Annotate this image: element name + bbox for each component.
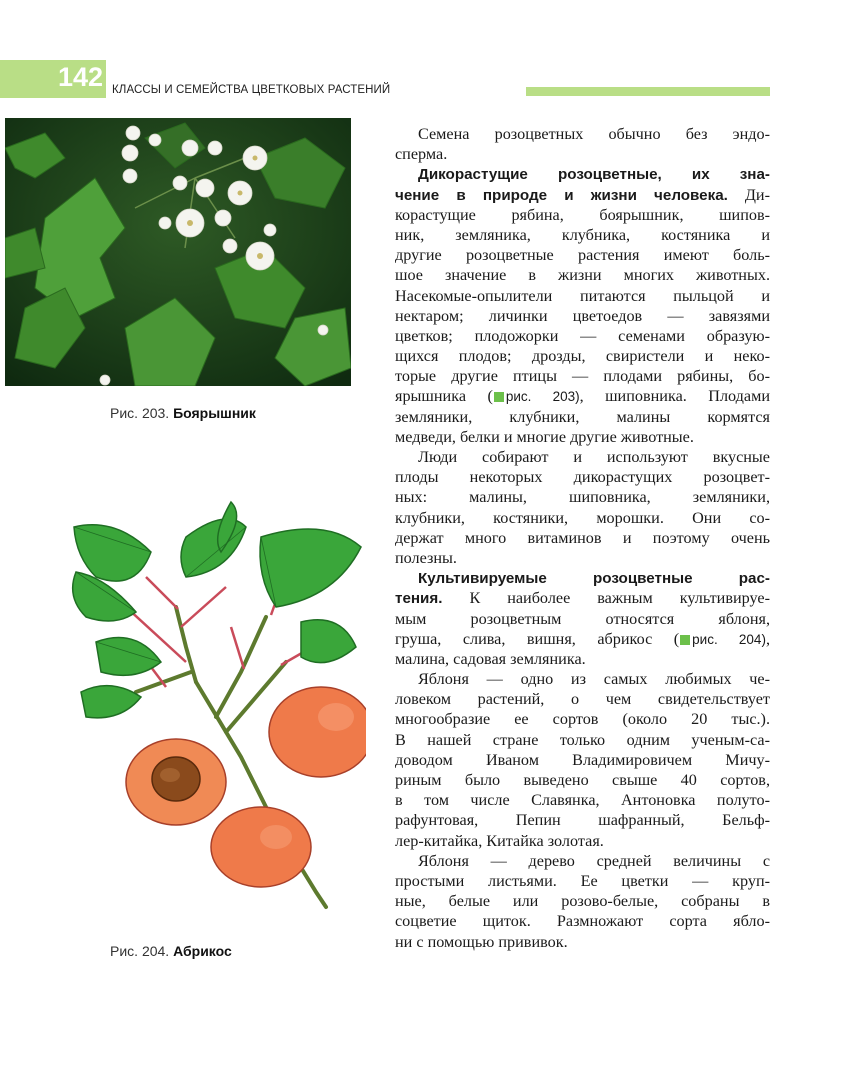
section-heading-line: [395, 568, 770, 588]
section-heading-line: [395, 588, 770, 608]
text-line: лер-китайка, Китайка золотая.: [395, 831, 604, 850]
text-line: нектаром; личинки цветоедов — завязями: [395, 306, 770, 325]
text-line: риным было выведено свыше 40 сортов,: [395, 771, 770, 789]
figure-ref-link[interactable]: рис. 203): [505, 389, 580, 405]
apricot-illustration: [66, 497, 366, 915]
caption-prefix: Рис. 203.: [110, 405, 170, 421]
text-line: Яблоня — одно из самых любимых че-: [418, 670, 770, 689]
text-line: ловеком растений, о чем свидетельствует: [395, 690, 770, 709]
text-line: корастущие рябина, боярышник, шипов-: [395, 205, 770, 224]
header-rule: [526, 87, 770, 96]
text-line: земляники, клубники, малины кормятся: [395, 407, 770, 426]
text-line: простыми листьями. Ее цветки — круп-: [395, 871, 770, 890]
text-line: торые другие птицы — плодами рябины, бо-: [395, 367, 770, 386]
text-line: доводом Иваном Владимировичем Мичу-: [395, 750, 770, 769]
text-line: плоды некоторых дикорастущих розоцвет-: [395, 468, 770, 487]
figure-204-caption: [110, 943, 232, 959]
text-line: многообразие ее сортов (около 20 тыс.).: [395, 710, 770, 729]
text-line-with-ref: [395, 386, 770, 406]
figure-ref-link[interactable]: рис. 204): [692, 631, 766, 647]
section-heading: Дикорастущие розоцветные, их зна-: [418, 166, 770, 184]
text-fragment: ярышника (: [395, 387, 493, 406]
text-line: Люди собирают и используют вкусные: [418, 448, 770, 466]
text-line: в том числе Славянка, Антоновка полуто-: [395, 791, 770, 810]
text-line: медведи, белки и многие другие животные.: [395, 427, 694, 446]
section-heading-line: [395, 164, 770, 184]
text-fragment: Ди-: [744, 185, 770, 204]
text-line: ник, земляника, клубника, костяника и: [395, 225, 770, 244]
text-line: Семена розоцветных обычно без эндо-: [418, 125, 770, 143]
section-heading: Культивируемые розоцветные рас-: [418, 570, 770, 588]
text-fragment: , шиповника. Плодами: [579, 387, 770, 406]
running-head: КЛАССЫ И СЕМЕЙСТВА ЦВЕТКОВЫХ РАСТЕНИЙ: [112, 84, 391, 96]
text-line: Яблоня — дерево средней величины с: [418, 851, 770, 870]
figure-ref-icon: [494, 392, 504, 402]
text-line: ни с помощью прививок.: [395, 932, 568, 951]
text-line: ных: малины, шиповника, земляники,: [395, 488, 770, 507]
section-heading: чение в природе и жизни человека.: [395, 186, 728, 204]
text-line: соцветие щиток. Размножают сорта ябло-: [395, 912, 770, 931]
body-text: [395, 124, 770, 952]
figure-ref-icon: [680, 635, 690, 645]
text-line: малина, садовая земляника.: [395, 649, 586, 668]
text-line: клубники, костяники, морошки. Они со-: [395, 508, 770, 527]
text-fragment: ,: [765, 629, 770, 648]
section-heading: тения.: [395, 590, 443, 608]
caption-prefix: Рис. 204.: [110, 943, 170, 959]
text-line: держат много витаминов и поэтому очень: [395, 528, 770, 547]
text-line: другие розоцветные растения имеют боль-: [395, 246, 770, 265]
text-line: мым розоцветным относятся яблоня,: [395, 609, 770, 628]
text-line: полезны.: [395, 548, 457, 567]
text-line: рафунтовая, Пепин шафранный, Бельф-: [395, 811, 770, 830]
text-fragment: груша, слива, вишня, абрикос (: [395, 629, 680, 648]
hawthorn-photo: [5, 118, 351, 386]
text-line: Насекомые-опылители питаются пыльцой и: [395, 286, 770, 305]
text-line: сперма.: [395, 145, 448, 164]
text-line: В нашей стране только одним ученым-са-: [395, 730, 770, 749]
page-number: 142: [58, 62, 104, 92]
text-line: шое значение в жизни многих животных.: [395, 266, 770, 285]
caption-title: Боярышник: [173, 405, 256, 421]
text-line: щихся плодов; дрозды, свиристели и неко-: [395, 347, 770, 366]
caption-title: Абрикос: [173, 943, 232, 959]
text-line: ные, белые или розово-белые, собраны в: [395, 892, 770, 911]
text-fragment: К наиболее важным культивируе-: [469, 589, 770, 608]
text-line: цветков; плодожорки — семенами образую-: [395, 326, 770, 345]
figure-203-caption: [110, 405, 256, 421]
section-heading-line: [395, 185, 770, 205]
text-line-with-ref: [395, 629, 770, 649]
